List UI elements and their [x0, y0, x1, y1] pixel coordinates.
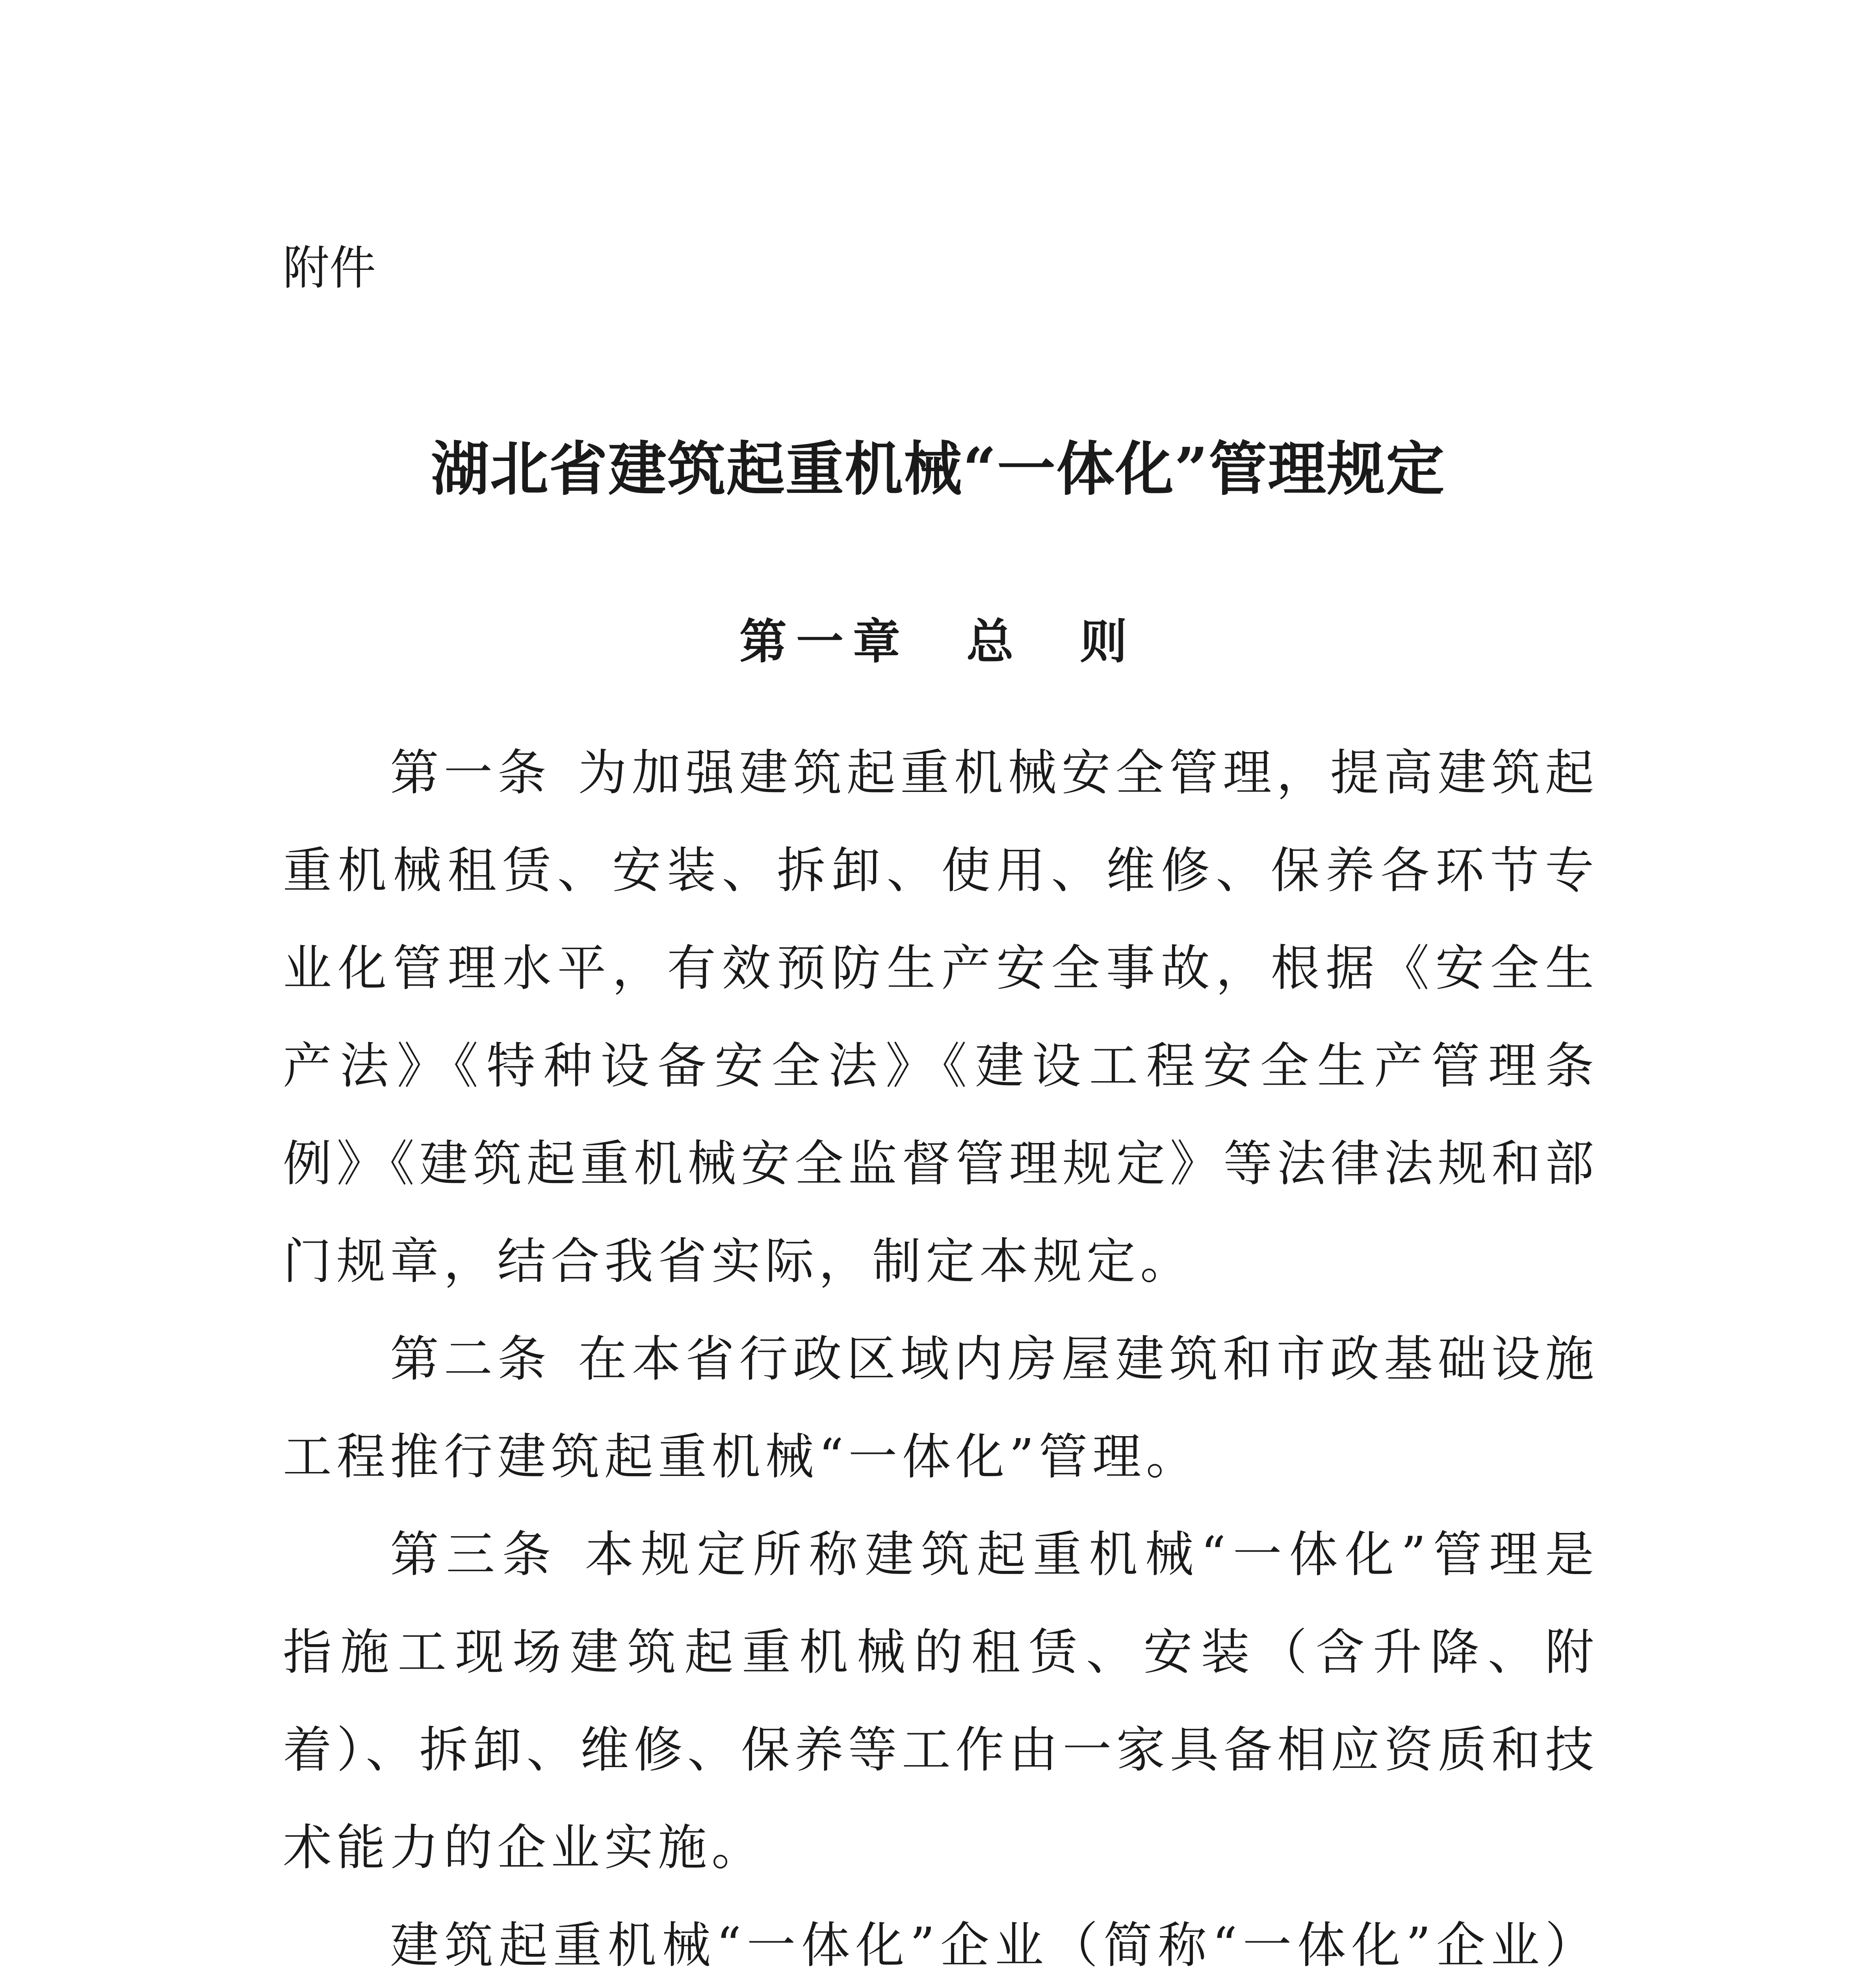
article-number: 第一条	[390, 745, 552, 801]
article-1-paragraph	[283, 724, 1599, 1310]
article-3-paragraph	[283, 1506, 1599, 1897]
article-text: 为加强建筑起重机械安全管理，提高建筑起重机械租赁、安装、拆卸、使用、维修、保养各环节专业化管理水平，有效预防生产安全事故，根据《安全生产法》《特种设备安全法》《建设工程安全生产管理条例》《建筑起重机械安全监督管理规定》等法律法规和部门规章，结合我省实际，制定本规定。	[283, 745, 1599, 1290]
attachment-label: 附件	[283, 241, 376, 295]
article-number: 第三条	[390, 1526, 558, 1583]
article-text: 在本省行政区域内房屋建筑和市政基础设施工程推行建筑起重机械“一体化”管理。	[283, 1331, 1599, 1485]
article-number: 第二条	[390, 1331, 552, 1388]
chapter-heading: 第一章 总 则	[739, 615, 1137, 669]
article-text: 建筑起重机械“一体化”企业（简称“一体化”企业）	[390, 1917, 1599, 1970]
article-3-continuation-paragraph	[283, 1897, 1599, 1970]
document-body	[283, 724, 1599, 1970]
article-text: 本规定所称建筑起重机械“一体化”管理是指施工现场建筑起重机械的租赁、安装（含升降、附着）、拆卸、维修、保养等工作由一家具备相应资质和技术能力的企业实施。	[283, 1526, 1599, 1876]
article-2-paragraph	[283, 1310, 1599, 1506]
document-title: 湖北省建筑起重机械“一体化”管理规定	[431, 435, 1445, 503]
